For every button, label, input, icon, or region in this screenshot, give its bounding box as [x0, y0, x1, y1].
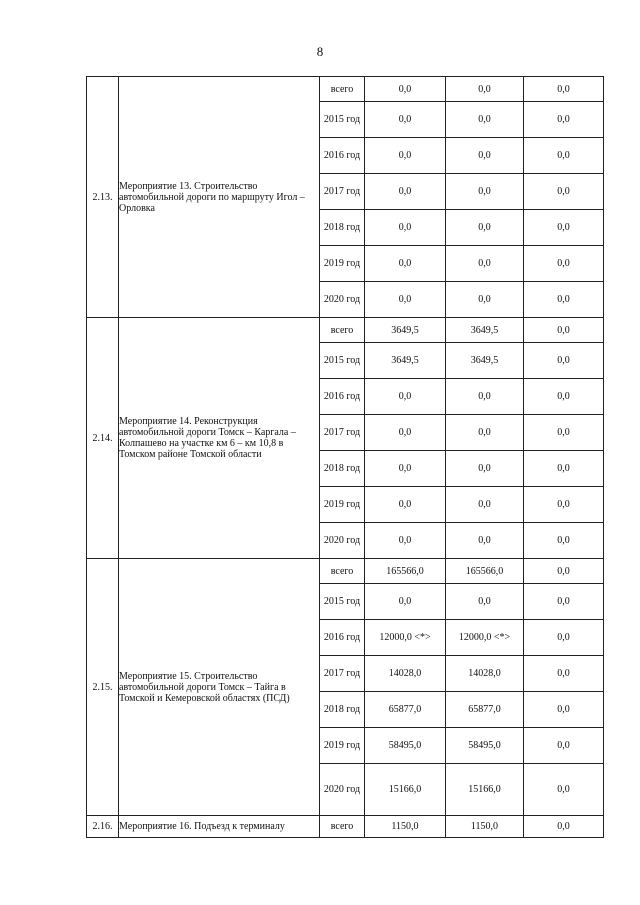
value-regional-cell: 0,0: [446, 210, 524, 246]
year-cell: 2020 год: [320, 523, 365, 559]
value-federal-cell: 0,0: [524, 379, 604, 415]
value-total-cell: 3649,5: [365, 343, 446, 379]
year-cell: всего: [320, 77, 365, 102]
value-total-cell: 0,0: [365, 102, 446, 138]
value-federal-cell: 0,0: [524, 102, 604, 138]
value-regional-cell: 3649,5: [446, 343, 524, 379]
year-cell: 2018 год: [320, 210, 365, 246]
value-total-cell: 58495,0: [365, 728, 446, 764]
value-regional-cell: 0,0: [446, 451, 524, 487]
year-cell: 2016 год: [320, 620, 365, 656]
year-cell: 2019 год: [320, 728, 365, 764]
value-total-cell: 65877,0: [365, 692, 446, 728]
value-regional-cell: 0,0: [446, 138, 524, 174]
value-federal-cell: 0,0: [524, 559, 604, 584]
year-cell: 2015 год: [320, 102, 365, 138]
value-regional-cell: 0,0: [446, 379, 524, 415]
year-cell: 2017 год: [320, 174, 365, 210]
year-cell: 2018 год: [320, 692, 365, 728]
value-regional-cell: 0,0: [446, 77, 524, 102]
value-federal-cell: 0,0: [524, 728, 604, 764]
value-federal-cell: 0,0: [524, 584, 604, 620]
year-cell: 2019 год: [320, 246, 365, 282]
value-total-cell: 0,0: [365, 523, 446, 559]
value-regional-cell: 58495,0: [446, 728, 524, 764]
value-total-cell: 0,0: [365, 451, 446, 487]
page-number: 8: [316, 44, 324, 59]
year-cell: 2017 год: [320, 415, 365, 451]
value-federal-cell: 0,0: [524, 764, 604, 816]
table-row: [87, 816, 604, 838]
value-total-cell: 0,0: [365, 246, 446, 282]
budget-table: [86, 76, 604, 838]
year-cell: 2020 год: [320, 764, 365, 816]
value-regional-cell: 65877,0: [446, 692, 524, 728]
value-regional-cell: 15166,0: [446, 764, 524, 816]
value-total-cell: 14028,0: [365, 656, 446, 692]
value-federal-cell: 0,0: [524, 523, 604, 559]
value-federal-cell: 0,0: [524, 138, 604, 174]
value-total-cell: 0,0: [365, 584, 446, 620]
value-regional-cell: 12000,0 <*>: [446, 620, 524, 656]
value-federal-cell: 0,0: [524, 692, 604, 728]
value-total-cell: 0,0: [365, 138, 446, 174]
value-total-cell: 0,0: [365, 487, 446, 523]
item-name: Мероприятие 16. Подъезд к терминалу: [119, 816, 320, 838]
value-total-cell: 0,0: [365, 379, 446, 415]
table-row: [87, 559, 604, 584]
item-name: Мероприятие 13. Строительство автомобильной дороги по маршруту Игол – Орловка: [119, 77, 320, 318]
value-federal-cell: 0,0: [524, 77, 604, 102]
item-number: 2.15.: [87, 559, 119, 816]
value-total-cell: 165566,0: [365, 559, 446, 584]
value-total-cell: 15166,0: [365, 764, 446, 816]
value-regional-cell: 14028,0: [446, 656, 524, 692]
value-federal-cell: 0,0: [524, 282, 604, 318]
year-cell: 2015 год: [320, 343, 365, 379]
year-cell: всего: [320, 816, 365, 838]
table-row: [87, 318, 604, 343]
value-regional-cell: 165566,0: [446, 559, 524, 584]
value-regional-cell: 0,0: [446, 487, 524, 523]
year-cell: 2016 год: [320, 379, 365, 415]
value-regional-cell: 0,0: [446, 246, 524, 282]
value-federal-cell: 0,0: [524, 415, 604, 451]
value-total-cell: 0,0: [365, 77, 446, 102]
value-total-cell: 0,0: [365, 415, 446, 451]
value-federal-cell: 0,0: [524, 816, 604, 838]
value-regional-cell: 0,0: [446, 523, 524, 559]
value-federal-cell: 0,0: [524, 210, 604, 246]
value-regional-cell: 0,0: [446, 584, 524, 620]
value-federal-cell: 0,0: [524, 246, 604, 282]
value-federal-cell: 0,0: [524, 343, 604, 379]
value-total-cell: 0,0: [365, 282, 446, 318]
year-cell: всего: [320, 318, 365, 343]
value-total-cell: 12000,0 <*>: [365, 620, 446, 656]
item-number: 2.16.: [87, 816, 119, 838]
value-federal-cell: 0,0: [524, 318, 604, 343]
value-regional-cell: 1150,0: [446, 816, 524, 838]
value-federal-cell: 0,0: [524, 487, 604, 523]
year-cell: 2017 год: [320, 656, 365, 692]
value-regional-cell: 0,0: [446, 102, 524, 138]
item-name: Мероприятие 15. Строительство автомобильной дороги Томск – Тайга в Томской и Кемеровской областях (ПСД): [119, 559, 320, 816]
value-total-cell: 3649,5: [365, 318, 446, 343]
value-total-cell: 0,0: [365, 174, 446, 210]
value-federal-cell: 0,0: [524, 656, 604, 692]
year-cell: 2019 год: [320, 487, 365, 523]
year-cell: 2020 год: [320, 282, 365, 318]
value-total-cell: 1150,0: [365, 816, 446, 838]
value-regional-cell: 0,0: [446, 174, 524, 210]
value-total-cell: 0,0: [365, 210, 446, 246]
year-cell: 2015 год: [320, 584, 365, 620]
year-cell: 2016 год: [320, 138, 365, 174]
item-number: 2.13.: [87, 77, 119, 318]
value-federal-cell: 0,0: [524, 451, 604, 487]
value-regional-cell: 3649,5: [446, 318, 524, 343]
year-cell: всего: [320, 559, 365, 584]
value-regional-cell: 0,0: [446, 415, 524, 451]
value-regional-cell: 0,0: [446, 282, 524, 318]
item-number: 2.14.: [87, 318, 119, 559]
value-federal-cell: 0,0: [524, 620, 604, 656]
item-name: Мероприятие 14. Реконструкция автомобильной дороги Томск – Каргала – Колпашево на участке км 6 – км 10,8 в Томском районе Томской области: [119, 318, 320, 559]
value-federal-cell: 0,0: [524, 174, 604, 210]
year-cell: 2018 год: [320, 451, 365, 487]
table-row: [87, 77, 604, 102]
